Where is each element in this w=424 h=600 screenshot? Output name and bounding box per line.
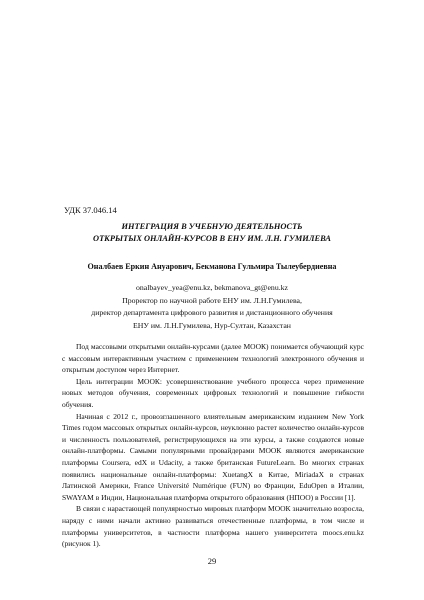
paragraph: Начиная с 2012 г., провозглашенного влиятельным американским изданием New York Times годом массовых открытых онлайн-курсов, неуклонно растет количество онлайн-курсов и численность пользователей, регистрирующихся на эти курсы, а также создаются новые онлайн-платформы. Самыми популярными провайдерами МООК являются американские платформы Coursera, edX и Udacity, а также британская FutureLearn. Во многих странах появились национальные онлайн-платформы: XuetangX в Китае, MiriadaX в странах Латинской Америки, France Université Numérique (FUN) во Франции, EduOpen в Италии, SWAYAM в Индии, Национальная платформа открытого образования (НПОО) в России [1]. bbox=[62, 411, 364, 502]
body-text bbox=[62, 341, 364, 550]
paragraph: Под массовыми открытыми онлайн-курсами (далее МООК) понимается обучающий курс с массовым интерактивным участием с применением технологий электронного обучения и открытым доступом через Интернет. bbox=[62, 342, 364, 375]
paragraph: Цель интеграции МООК: усовершенствование учебного процесса через применение новых методов обучения, современных цифровых технологий и повышение гибкости обучения. bbox=[62, 376, 364, 409]
author-role-1: Проректор по научной работе ЕНУ им. Л.Н.Гумилева, bbox=[122, 295, 302, 305]
affiliation-block bbox=[40, 282, 384, 332]
paper-title bbox=[40, 221, 384, 245]
udc-code: УДК 37.046.14 bbox=[64, 205, 117, 215]
authors: Оналбаев Еркин Ануарович, Бекманова Гульмира Тылеубердиевна bbox=[87, 262, 337, 271]
author-emails: onalbayev_yea@enu.kz, bekmanova_gt@enu.kz bbox=[135, 283, 289, 292]
author-role-2: директор департамента цифрового развития и дистанционного обучения bbox=[91, 308, 333, 317]
paragraph: В связи с нарастающей популярностью мировых платформ МООК значительно возросла, наряду с ними начали активно развиваться отечественные платформы, в том числе и платформы университетов, в частности платформа нашего университета moocs.enu.kz (рисунок 1). bbox=[62, 504, 364, 549]
author-organization: ЕНУ им. Л.Н.Гумилева, Нур-Султан, Казахстан bbox=[133, 320, 291, 330]
title-line-1: ИНТЕГРАЦИЯ В УЧЕБНУЮ ДЕЯТЕЛЬНОСТЬ bbox=[121, 222, 303, 231]
page-number: 29 bbox=[207, 556, 217, 566]
title-line-2: ОТКРЫТЫХ ОНЛАЙН-КУРСОВ В ЕНУ ИМ. Л.Н. ГУМИЛЕВА bbox=[93, 234, 331, 243]
